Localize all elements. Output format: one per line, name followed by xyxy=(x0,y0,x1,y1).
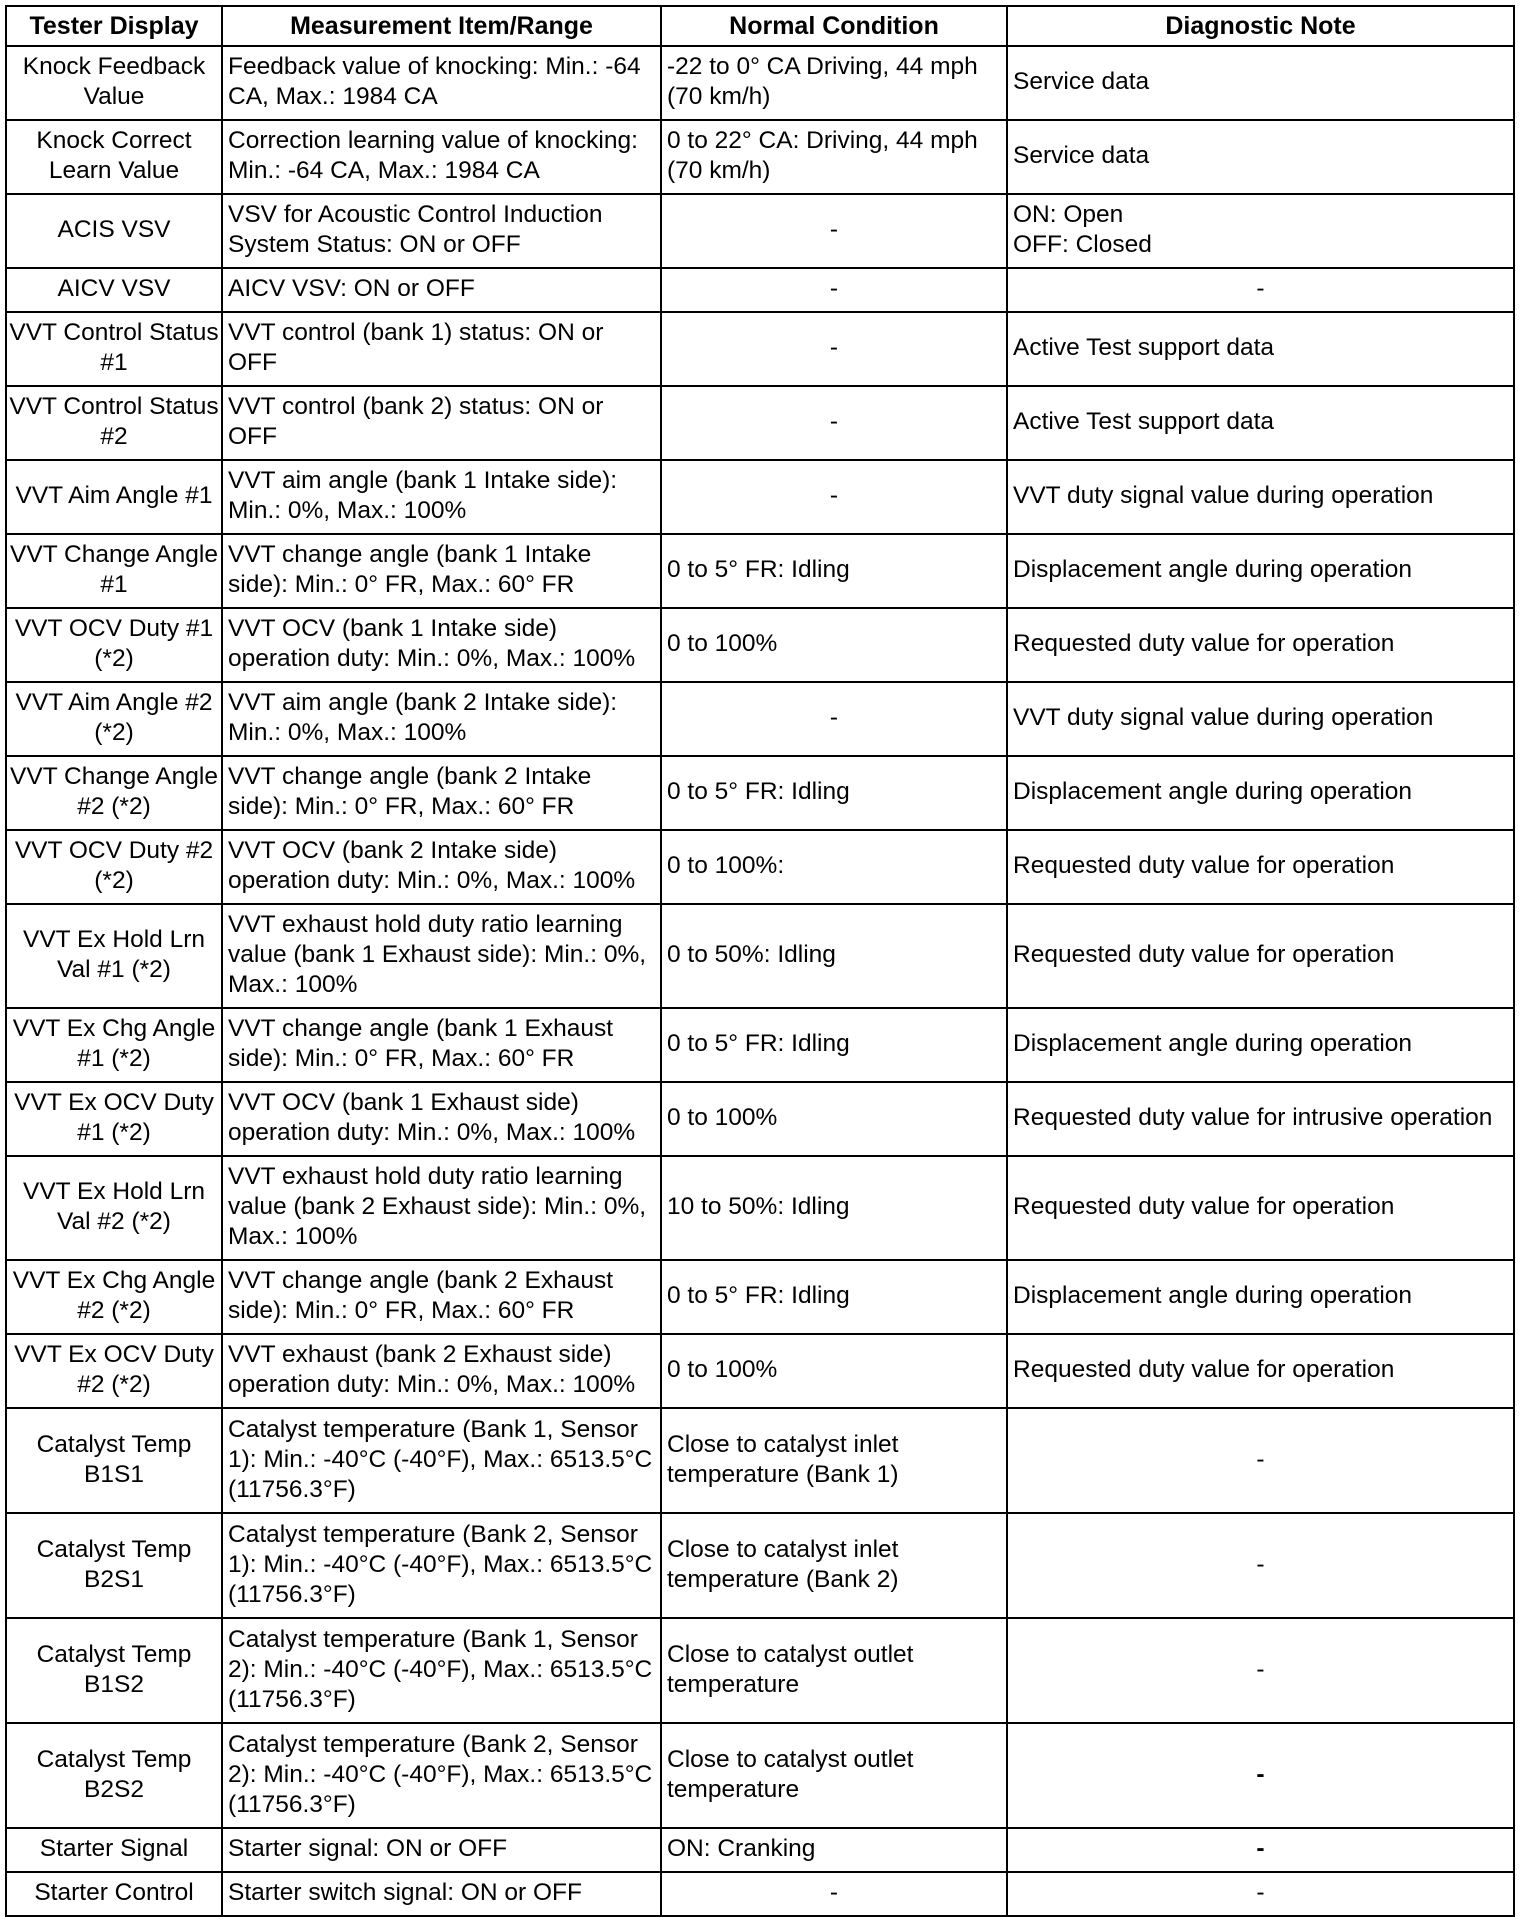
cell-tester-display: Catalyst Temp B1S2 xyxy=(6,1618,222,1723)
cell-measurement-item: VVT change angle (bank 1 Intake side): Min.: 0° FR, Max.: 60° FR xyxy=(222,534,661,608)
cell-diagnostic-note: - xyxy=(1007,1513,1514,1618)
cell-tester-display: VVT Ex Chg Angle #1 (*2) xyxy=(6,1008,222,1082)
table-row xyxy=(6,268,1514,312)
cell-measurement-item: Catalyst temperature (Bank 2, Sensor 2): Min.: -40°C (-40°F), Max.: 6513.5°C (11756.3°F) xyxy=(222,1723,661,1828)
cell-measurement-item: AICV VSV: ON or OFF xyxy=(222,268,661,312)
cell-normal-condition: - xyxy=(661,460,1007,534)
cell-diagnostic-note: - xyxy=(1007,1872,1514,1916)
cell-measurement-item: VVT control (bank 1) status: ON or OFF xyxy=(222,312,661,386)
cell-normal-condition: - xyxy=(661,386,1007,460)
table-row xyxy=(6,534,1514,608)
cell-tester-display: Starter Control xyxy=(6,1872,222,1916)
cell-normal-condition: 10 to 50%: Idling xyxy=(661,1156,1007,1260)
cell-normal-condition: 0 to 5° FR: Idling xyxy=(661,756,1007,830)
cell-normal-condition: 0 to 50%: Idling xyxy=(661,904,1007,1008)
cell-tester-display: VVT Aim Angle #1 xyxy=(6,460,222,534)
cell-tester-display: ACIS VSV xyxy=(6,194,222,268)
cell-diagnostic-note: Requested duty value for operation xyxy=(1007,608,1514,682)
table-row xyxy=(6,312,1514,386)
cell-normal-condition: Close to catalyst inlet temperature (Bank 2) xyxy=(661,1513,1007,1618)
cell-measurement-item: VVT aim angle (bank 1 Intake side): Min.: 0%, Max.: 100% xyxy=(222,460,661,534)
cell-measurement-item: Starter switch signal: ON or OFF xyxy=(222,1872,661,1916)
cell-tester-display: VVT Change Angle #2 (*2) xyxy=(6,756,222,830)
table-row xyxy=(6,756,1514,830)
cell-tester-display: VVT Ex OCV Duty #2 (*2) xyxy=(6,1334,222,1408)
cell-measurement-item: Catalyst temperature (Bank 1, Sensor 2): Min.: -40°C (-40°F), Max.: 6513.5°C (11756.3°F) xyxy=(222,1618,661,1723)
cell-normal-condition: 0 to 5° FR: Idling xyxy=(661,534,1007,608)
cell-measurement-item: VVT change angle (bank 2 Exhaust side): Min.: 0° FR, Max.: 60° FR xyxy=(222,1260,661,1334)
cell-diagnostic-note: Requested duty value for operation xyxy=(1007,904,1514,1008)
cell-normal-condition: ON: Cranking xyxy=(661,1828,1007,1872)
cell-measurement-item: Correction learning value of knocking: Min.: -64 CA, Max.: 1984 CA xyxy=(222,120,661,194)
table-row xyxy=(6,682,1514,756)
table-row xyxy=(6,1260,1514,1334)
cell-diagnostic-note: - xyxy=(1007,1408,1514,1513)
header-tester-display: Tester Display xyxy=(6,6,222,46)
header-normal-condition: Normal Condition xyxy=(661,6,1007,46)
cell-measurement-item: VVT change angle (bank 1 Exhaust side): Min.: 0° FR, Max.: 60° FR xyxy=(222,1008,661,1082)
cell-measurement-item: VVT exhaust hold duty ratio learning value (bank 2 Exhaust side): Min.: 0%, Max.: 100% xyxy=(222,1156,661,1260)
table-row xyxy=(6,830,1514,904)
table-row xyxy=(6,1082,1514,1156)
table-row xyxy=(6,608,1514,682)
cell-measurement-item: VSV for Acoustic Control Induction System Status: ON or OFF xyxy=(222,194,661,268)
cell-diagnostic-note: - xyxy=(1007,268,1514,312)
cell-measurement-item: VVT exhaust hold duty ratio learning value (bank 1 Exhaust side): Min.: 0%, Max.: 100% xyxy=(222,904,661,1008)
cell-normal-condition: 0 to 22° CA: Driving, 44 mph (70 km/h) xyxy=(661,120,1007,194)
cell-tester-display: VVT Control Status #2 xyxy=(6,386,222,460)
cell-tester-display: Catalyst Temp B2S1 xyxy=(6,1513,222,1618)
table-row xyxy=(6,1408,1514,1513)
cell-tester-display: VVT Ex OCV Duty #1 (*2) xyxy=(6,1082,222,1156)
cell-tester-display: VVT Change Angle #1 xyxy=(6,534,222,608)
cell-measurement-item: Feedback value of knocking: Min.: -64 CA, Max.: 1984 CA xyxy=(222,46,661,120)
table-row xyxy=(6,1513,1514,1618)
cell-tester-display: Knock Feedback Value xyxy=(6,46,222,120)
table-row xyxy=(6,120,1514,194)
cell-measurement-item: VVT aim angle (bank 2 Intake side): Min.: 0%, Max.: 100% xyxy=(222,682,661,756)
cell-measurement-item: VVT OCV (bank 2 Intake side) operation duty: Min.: 0%, Max.: 100% xyxy=(222,830,661,904)
table-row xyxy=(6,1334,1514,1408)
cell-normal-condition: Close to catalyst outlet temperature xyxy=(661,1723,1007,1828)
table-row xyxy=(6,1828,1514,1872)
cell-diagnostic-note: - xyxy=(1007,1723,1514,1828)
cell-normal-condition: 0 to 5° FR: Idling xyxy=(661,1260,1007,1334)
cell-measurement-item: VVT OCV (bank 1 Intake side) operation duty: Min.: 0%, Max.: 100% xyxy=(222,608,661,682)
cell-tester-display: VVT Ex Hold Lrn Val #2 (*2) xyxy=(6,1156,222,1260)
cell-diagnostic-note: Requested duty value for operation xyxy=(1007,1334,1514,1408)
table-row xyxy=(6,1872,1514,1916)
cell-diagnostic-note: ON: Open OFF: Closed xyxy=(1007,194,1514,268)
cell-diagnostic-note: VVT duty signal value during operation xyxy=(1007,460,1514,534)
cell-normal-condition: - xyxy=(661,1872,1007,1916)
cell-normal-condition: - xyxy=(661,682,1007,756)
cell-normal-condition: -22 to 0° CA Driving, 44 mph (70 km/h) xyxy=(661,46,1007,120)
cell-tester-display: VVT Ex Chg Angle #2 (*2) xyxy=(6,1260,222,1334)
cell-normal-condition: 0 to 100% xyxy=(661,608,1007,682)
cell-diagnostic-note: Displacement angle during operation xyxy=(1007,1008,1514,1082)
table-row xyxy=(6,1008,1514,1082)
data-list-table xyxy=(5,5,1515,1917)
cell-diagnostic-note: Displacement angle during operation xyxy=(1007,534,1514,608)
cell-tester-display: Catalyst Temp B1S1 xyxy=(6,1408,222,1513)
cell-normal-condition: 0 to 5° FR: Idling xyxy=(661,1008,1007,1082)
document-page xyxy=(5,5,1515,1917)
cell-normal-condition: - xyxy=(661,194,1007,268)
cell-diagnostic-note: - xyxy=(1007,1618,1514,1723)
cell-diagnostic-note: Requested duty value for intrusive operation xyxy=(1007,1082,1514,1156)
cell-tester-display: Knock Correct Learn Value xyxy=(6,120,222,194)
cell-normal-condition: 0 to 100% xyxy=(661,1334,1007,1408)
cell-tester-display: VVT Aim Angle #2 (*2) xyxy=(6,682,222,756)
cell-tester-display: Starter Signal xyxy=(6,1828,222,1872)
cell-tester-display: VVT Control Status #1 xyxy=(6,312,222,386)
cell-tester-display: VVT Ex Hold Lrn Val #1 (*2) xyxy=(6,904,222,1008)
cell-measurement-item: VVT exhaust (bank 2 Exhaust side) operation duty: Min.: 0%, Max.: 100% xyxy=(222,1334,661,1408)
cell-diagnostic-note: Displacement angle during operation xyxy=(1007,1260,1514,1334)
table-row xyxy=(6,460,1514,534)
cell-measurement-item: VVT control (bank 2) status: ON or OFF xyxy=(222,386,661,460)
cell-diagnostic-note: Active Test support data xyxy=(1007,312,1514,386)
cell-measurement-item: Catalyst temperature (Bank 2, Sensor 1): Min.: -40°C (-40°F), Max.: 6513.5°C (11756.3°F) xyxy=(222,1513,661,1618)
cell-tester-display: AICV VSV xyxy=(6,268,222,312)
table-row xyxy=(6,386,1514,460)
cell-diagnostic-note: Requested duty value for operation xyxy=(1007,1156,1514,1260)
table-row xyxy=(6,194,1514,268)
table-row xyxy=(6,1618,1514,1723)
cell-normal-condition: Close to catalyst inlet temperature (Bank 1) xyxy=(661,1408,1007,1513)
cell-measurement-item: VVT change angle (bank 2 Intake side): Min.: 0° FR, Max.: 60° FR xyxy=(222,756,661,830)
table-row xyxy=(6,46,1514,120)
cell-diagnostic-note: VVT duty signal value during operation xyxy=(1007,682,1514,756)
cell-tester-display: VVT OCV Duty #1 (*2) xyxy=(6,608,222,682)
cell-diagnostic-note: Service data xyxy=(1007,120,1514,194)
cell-normal-condition: 0 to 100%: xyxy=(661,830,1007,904)
cell-measurement-item: Starter signal: ON or OFF xyxy=(222,1828,661,1872)
table-row xyxy=(6,1156,1514,1260)
header-measurement-item: Measurement Item/Range xyxy=(222,6,661,46)
cell-normal-condition: 0 to 100% xyxy=(661,1082,1007,1156)
cell-measurement-item: VVT OCV (bank 1 Exhaust side) operation duty: Min.: 0%, Max.: 100% xyxy=(222,1082,661,1156)
cell-measurement-item: Catalyst temperature (Bank 1, Sensor 1): Min.: -40°C (-40°F), Max.: 6513.5°C (11756.3°F) xyxy=(222,1408,661,1513)
cell-diagnostic-note: Requested duty value for operation xyxy=(1007,830,1514,904)
cell-tester-display: VVT OCV Duty #2 (*2) xyxy=(6,830,222,904)
cell-diagnostic-note: - xyxy=(1007,1828,1514,1872)
cell-normal-condition: Close to catalyst outlet temperature xyxy=(661,1618,1007,1723)
cell-diagnostic-note: Active Test support data xyxy=(1007,386,1514,460)
cell-normal-condition: - xyxy=(661,312,1007,386)
cell-tester-display: Catalyst Temp B2S2 xyxy=(6,1723,222,1828)
cell-diagnostic-note: Service data xyxy=(1007,46,1514,120)
header-row xyxy=(6,6,1514,46)
header-diagnostic-note: Diagnostic Note xyxy=(1007,6,1514,46)
cell-diagnostic-note: Displacement angle during operation xyxy=(1007,756,1514,830)
cell-normal-condition: - xyxy=(661,268,1007,312)
table-row xyxy=(6,904,1514,1008)
table-row xyxy=(6,1723,1514,1828)
